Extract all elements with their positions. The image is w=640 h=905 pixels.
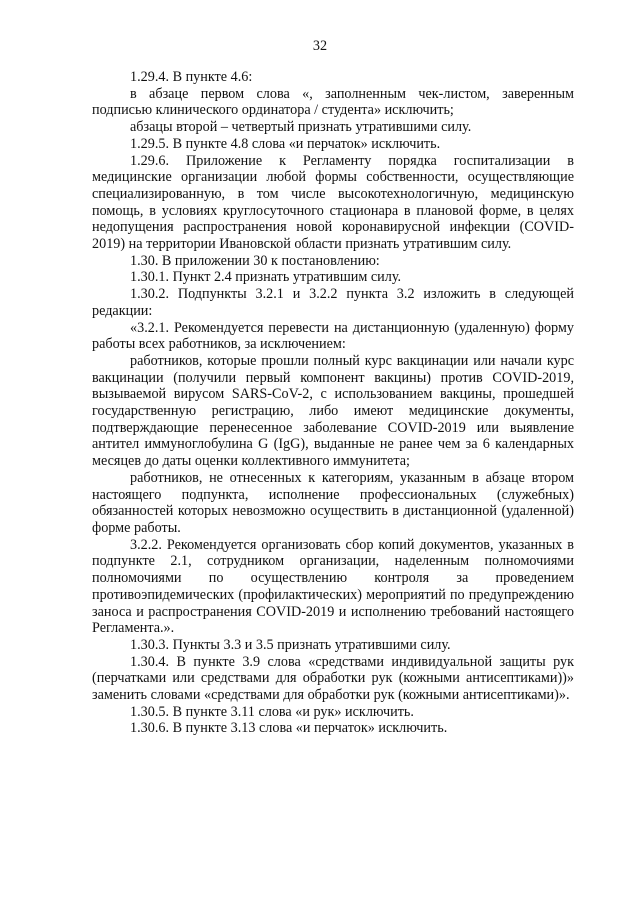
paragraph: 1.30.6. В пункте 3.13 слова «и перчаток» исключить. [130, 720, 448, 737]
paragraph: 1.30.4. В пункте 3.9 слова «средствами индивидуальной защиты рук (перчатками или средствами для обработки рук (кожными антисептиками))» заменить словами «средствами для обработки рук (кожными антисептиками)». [92, 653, 574, 704]
paragraph: работников, не отнесенных к категориям, указанным в абзаце втором настоящего подпункта, исполнение профессиональных (служебных) обязанностей которых невозможно осуществить в дистанционной (удаленной) форме работы. [92, 469, 574, 536]
paragraph: абзацы второй – четвертый признать утратившими силу. [130, 119, 472, 136]
paragraph: 1.30.2. Подпункты 3.2.1 и 3.2.2 пункта 3.2 изложить в следующей редакции: [92, 286, 574, 319]
paragraph: 1.29.6. Приложение к Регламенту порядка госпитализации в медицинские организации любой формы собственности, осуществляющие специализированную, в том числе высокотехнологичную, медицинскую помощь, в условиях круглосуточного стационара в плановой форме, в целях недопущения распространения новой коронавирусной инфекции (COVID-2019) на территории Ивановской области признать утратившим силу. [92, 152, 574, 253]
page-number: 32 [312, 38, 328, 54]
document-body [92, 69, 574, 737]
paragraph: 1.30. В приложении 30 к постановлению: [130, 252, 380, 269]
paragraph: 1.30.3. Пункты 3.3 и 3.5 признать утратившими силу. [130, 636, 451, 653]
paragraph: «3.2.1. Рекомендуется перевести на дистанционную (удаленную) форму работы всех работников, за исключением: [92, 319, 574, 353]
paragraph: 3.2.2. Рекомендуется организовать сбор копий документов, указанных в подпункте 2.1, сотрудником организации, наделенным полномочиями полномочиями по осуществлению контроля за проведением противоэпидемических (профилактических) мероприятий по предупреждению заноса и распространения COVID-2019 и исполнению требований настоящего Регламента.». [92, 536, 574, 637]
paragraph: работников, которые прошли полный курс вакцинации или начали курс вакцинации (получили первый компонент вакцины) против COVID-2019, вызываемой вирусом SARS-CoV-2, с использованием вакцины, прошедшей государственную регистрацию, либо имеют медицинские документы, подтверждающие перенесенное заболевание COVID-2019 или выявление антител иммуноглобулина G (IgG), выданные не ранее чем за 6 календарных месяцев до даты оценки коллективного иммунитета; [92, 352, 574, 470]
paragraph: 1.29.4. В пункте 4.6: [130, 69, 253, 85]
paragraph: 1.30.1. Пункт 2.4 признать утратившим силу. [130, 269, 402, 286]
paragraph: 1.30.5. В пункте 3.11 слова «и рук» исключить. [130, 703, 414, 720]
paragraph: 1.29.5. В пункте 4.8 слова «и перчаток» исключить. [130, 135, 441, 152]
paragraph: в абзаце первом слова «, заполненным чек-листом, заверенным подписью клинического ординатора / студента» исключить; [92, 85, 574, 119]
